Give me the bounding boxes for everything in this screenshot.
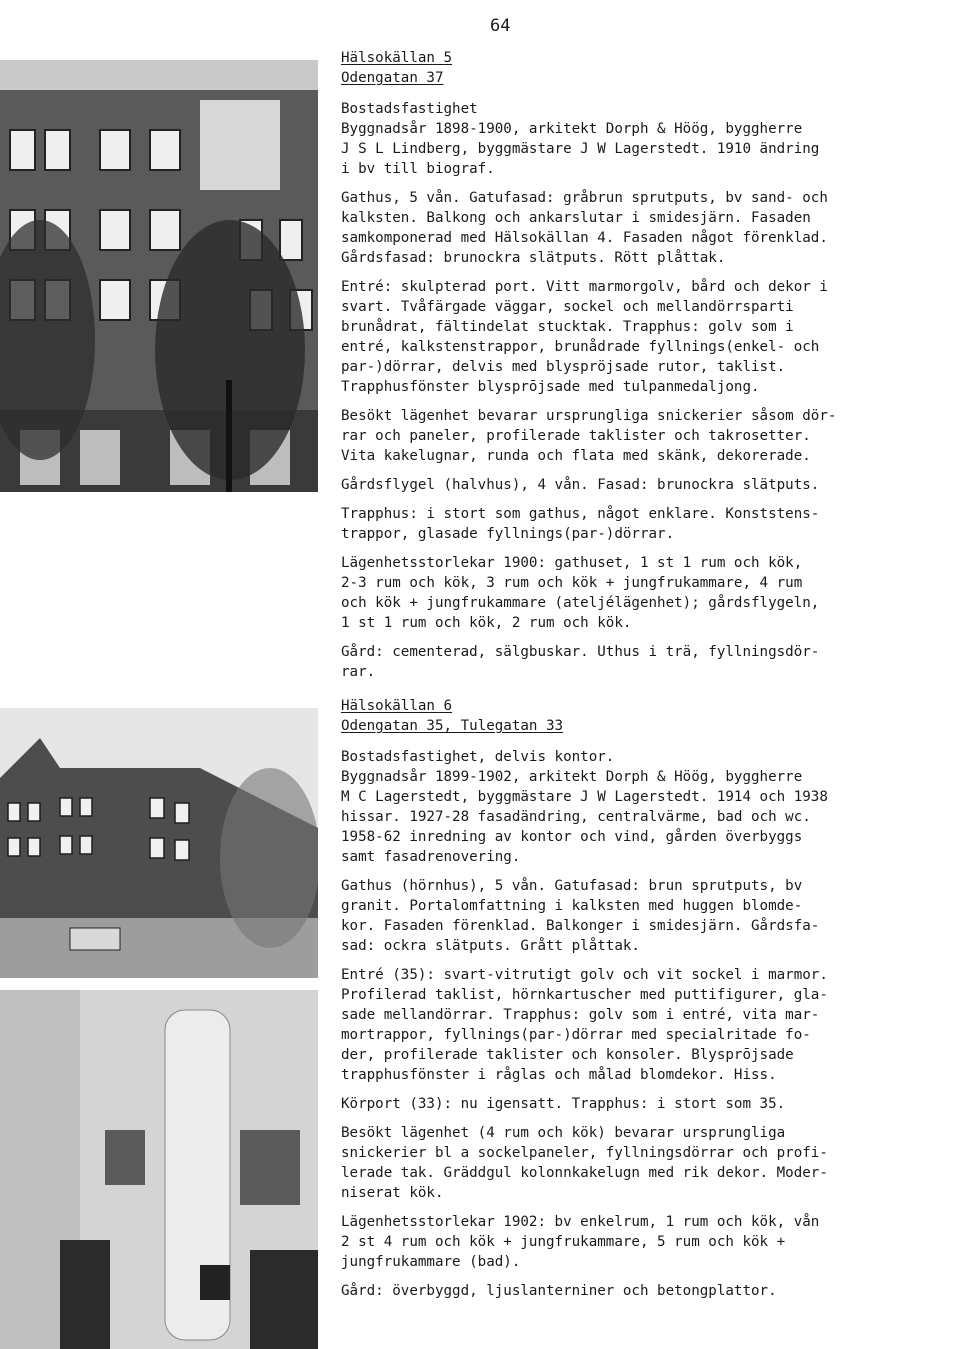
text-line: i bv till biograf.: [341, 161, 495, 177]
paragraph: [341, 1281, 901, 1301]
paragraph: [341, 553, 901, 633]
paragraph: [341, 504, 901, 544]
text-line: der, profilerade taklister och konsoler. Blysprōjsade: [341, 1047, 794, 1063]
text-line: lerade tak. Gräddgul kolonnkakelugn med rik dekor. Moder-: [341, 1165, 828, 1181]
paragraph: [341, 1123, 901, 1203]
paragraph: [341, 277, 901, 397]
text-line: sad: ockra slätputs. Grått plåttak.: [341, 938, 640, 954]
text-line: Byggnadsår 1898-1900, arkitekt Dorph & Höög, byggherre: [341, 121, 803, 137]
entry-address: Odengatan 37: [341, 70, 444, 86]
text-line: trapphusfönster i råglas och målad blomdekor. Hiss.: [341, 1067, 777, 1083]
entry-halsokallan-5: [341, 48, 901, 691]
paragraph: [341, 642, 901, 682]
text-line: rar.: [341, 664, 376, 680]
text-line: samt fasadrenovering.: [341, 849, 521, 865]
paragraph: [341, 1212, 901, 1272]
text-line: rar och paneler, profilerade taklister och takrosetter.: [341, 428, 811, 444]
text-line: Gårdsflygel (halvhus), 4 vån. Fasad: brunockra slätputs.: [341, 477, 820, 493]
text-line: Byggnadsår 1899-1902, arkitekt Dorph & Höög, byggherre: [341, 769, 803, 785]
text-line: granit. Portalomfattning i kalksten med huggen blomde-: [341, 898, 803, 914]
text-line: J S L Lindberg, byggmästare J W Lagerstedt. 1910 ändring: [341, 141, 820, 157]
text-line: Gathus (hörnhus), 5 vån. Gatufasad: brun sprutputs, bv: [341, 878, 803, 894]
text-line: Entré (35): svart-vitrutigt golv och vit sockel i marmor.: [341, 967, 828, 983]
text-line: 2 st 4 rum och kök + jungfrukammare, 5 rum och kök +: [341, 1234, 786, 1250]
entry-halsokallan-6: [341, 696, 901, 1310]
page-number: 64: [490, 16, 511, 36]
entry-address: Odengatan 35, Tulegatan 33: [341, 718, 564, 734]
paragraph: [341, 188, 901, 268]
text-line: sade mellandörrar. Trapphus: golv som i entré, vita mar-: [341, 1007, 820, 1023]
paragraph: [341, 747, 901, 867]
text-line: svart. Tvåfärgade väggar, sockel och mellandörrsparti: [341, 299, 794, 315]
text-line: 2-3 rum och kök, 3 rum och kök + jungfrukammare, 4 rum: [341, 575, 803, 591]
text-line: Trapphusfönster blysprōjsade med tulpanmedaljong.: [341, 379, 760, 395]
text-line: 1 st 1 rum och kök, 2 rum och kök.: [341, 615, 632, 631]
text-line: Lägenhetsstorlekar 1902: bv enkelrum, 1 rum och kök, vån: [341, 1214, 820, 1230]
text-line: Körport (33): nu igensatt. Trapphus: i stort som 35.: [341, 1096, 786, 1112]
text-line: Entré: skulpterad port. Vitt marmorgolv, bård och dekor i: [341, 279, 828, 295]
text-line: Vita kakelugnar, runda och flata med skänk, dekorerade.: [341, 448, 811, 464]
text-line: samkomponerad med Hälsokällan 4. Fasaden något förenklad.: [341, 230, 828, 246]
text-line: Gårdsfasad: brunockra slätputs. Rött plåttak.: [341, 250, 726, 266]
paragraph: [341, 965, 901, 1085]
text-line: jungfrukammare (bad).: [341, 1254, 521, 1270]
text-line: 1958-62 inredning av kontor och vind, gården överbyggs: [341, 829, 803, 845]
text-line: Bostadsfastighet: [341, 101, 478, 117]
facade-photo-halsokallan-5: [0, 60, 318, 492]
corner-building-photo-halsokallan-6: [0, 708, 318, 978]
text-line: Besökt lägenhet bevarar ursprungliga snickerier såsom dör-: [341, 408, 837, 424]
text-line: kalksten. Balkong och ankarslutar i smidesjärn. Fasaden: [341, 210, 811, 226]
paragraph: [341, 1094, 901, 1114]
text-line: och kök + jungfrukammare (ateljélägenhet); gårdsflygeln,: [341, 595, 820, 611]
text-line: Gård: cementerad, sälgbuskar. Uthus i trä, fyllningsdör-: [341, 644, 820, 660]
entry-title: Hälsokällan 6: [341, 698, 453, 714]
text-line: brunådrat, fältindelat stucktak. Trapphus: golv som i: [341, 319, 794, 335]
text-line: niserat kök.: [341, 1185, 444, 1201]
text-line: Besökt lägenhet (4 rum och kök) bevarar ursprungliga: [341, 1125, 786, 1141]
text-line: trappor, glasade fyllnings(par-)dörrar.: [341, 526, 675, 542]
interior-tiled-stove-photo: [0, 990, 318, 1349]
paragraph: [341, 406, 901, 466]
text-line: Profilerad taklist, hörnkartuscher med puttifigurer, gla-: [341, 987, 828, 1003]
paragraph: [341, 475, 901, 495]
text-line: snickerier bl a sockelpaneler, fyllningsdörrar och profi-: [341, 1145, 828, 1161]
text-line: M C Lagerstedt, byggmästare J W Lagerstedt. 1914 och 1938: [341, 789, 828, 805]
entry-title: Hälsokällan 5: [341, 50, 453, 66]
text-line: entré, kalkstenstrappor, brunådrade fyllnings(enkel- och: [341, 339, 820, 355]
paragraph: [341, 99, 901, 179]
text-line: Gård: överbyggd, ljuslanterniner och betongplattor.: [341, 1283, 777, 1299]
text-line: kor. Fasaden förenklad. Balkonger i smidesjärn. Gårdsfa-: [341, 918, 820, 934]
text-line: mortrappor, fyllnings(par-)dörrar med specialritade fo-: [341, 1027, 811, 1043]
text-line: Gathus, 5 vån. Gatufasad: gråbrun sprutputs, bv sand- och: [341, 190, 828, 206]
text-line: par-)dörrar, delvis med blyspröjsade rutor, taklist.: [341, 359, 786, 375]
paragraph: [341, 876, 901, 956]
text-line: Lägenhetsstorlekar 1900: gathuset, 1 st 1 rum och kök,: [341, 555, 803, 571]
text-line: hissar. 1927-28 fasadändring, centralvärme, bad och wc.: [341, 809, 811, 825]
text-line: Bostadsfastighet, delvis kontor.: [341, 749, 615, 765]
text-line: Trapphus: i stort som gathus, något enklare. Konststens-: [341, 506, 820, 522]
